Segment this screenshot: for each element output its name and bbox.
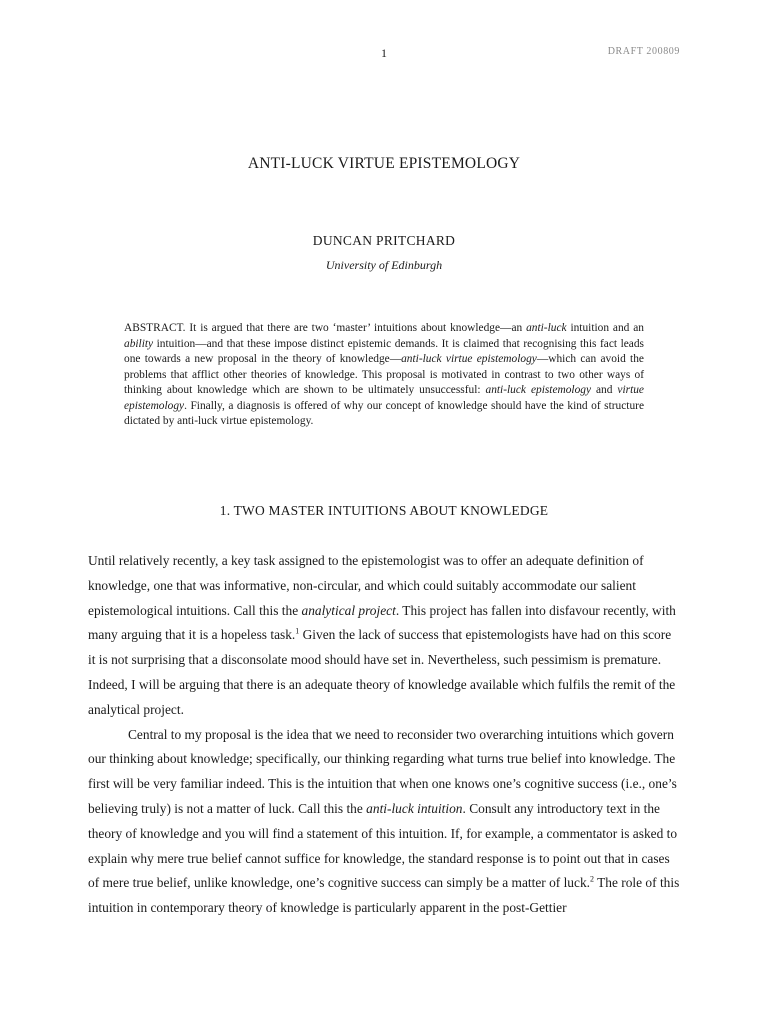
footnote-marker[interactable]: 2 [590,874,594,884]
draft-label: DRAFT 200809 [607,46,680,57]
abstract-emphasis: anti-luck [526,322,567,334]
paragraph-text: Until relatively recently, a key task assigned to the epistemologist was to offer an adequate definition of knowledge, one that was informative, non-circular, and which could suitably accommodate our salient epistemological intuitions. Call this the [88,553,644,618]
paragraph [88,549,680,723]
paragraph-text: The role of this intuition in contemporary theory of knowledge is particularly apparent in the post-Gettier [88,875,680,916]
paragraph-text: . Consult any introductory text in the theory of knowledge and you will find a statement of this intuition. If, for example, a commentator is asked to explain why mere true belief cannot suffice for knowledge, the standard response is to point out that in cases of mere true belief, unlike knowledge, one’s cognitive success can simply be a matter of luck. [88,800,678,891]
paper-title: ANTI-LUCK VIRTUE EPISTEMOLOGY [247,155,521,172]
abstract-emphasis: anti-luck virtue epistemology [401,353,537,365]
paragraph-text: . This project has fallen into disfavour recently, with many arguing that it is a hopeless task. [88,602,676,643]
abstract-text: —which can avoid the problems that afflict other theories of knowledge. This proposal is motivated in contrast to two other ways of thinking about knowledge which are shown to be ultimately unsuccessful: [124,353,644,396]
abstract [124,321,644,430]
abstract-text: intuition—and that these impose distinct epistemic demands. It is claimed that recognising this fact leads one towards a new proposal in the theory of knowledge— [124,337,644,365]
abstract-emphasis: virtue epistemology [124,384,644,412]
abstract-emphasis: anti-luck epistemology [485,384,592,396]
body-text [88,549,680,921]
author-affiliation: University of Edinburgh [325,258,443,272]
abstract-emphasis: ability [124,337,154,350]
footnote-marker[interactable]: 1 [295,626,300,636]
abstract-text: . Finally, a diagnosis is offered of why our concept of knowledge should have the kind of structure dictated by anti-luck virtue epistemology. [124,399,644,427]
abstract-text: intuition and an [566,322,644,334]
abstract-text: ABSTRACT. It is argued that there are two ‘master’ intuitions about knowledge—an [124,322,527,334]
paragraph-emphasis: analytical project [301,602,396,618]
paragraph-text: Central to my proposal is the idea that we need to reconsider two overarching intuitions which govern our thinking about knowledge; specifically, our thinking regarding what turns true belief into knowledge. The first will be very familiar indeed. This is the intuition that when one knows one’s cognitive success (i.e., one’s believing truly) is not a matter of luck. Call this the [88,726,677,816]
paragraph-text: Given the lack of success that epistemologists have had on this score it is not surprising that a disconsolate mood should have set in. Nevertheless, such pessimism is premature. Indeed, I will be arguing that there is an adequate theory of knowledge available which fulfils the remit of the analytical project. [88,627,676,717]
section-heading: 1. TWO MASTER INTUITIONS ABOUT KNOWLEDGE [219,503,549,518]
author-name: DUNCAN PRITCHARD [312,233,456,248]
page-number: 1 [381,46,387,60]
paragraph [88,723,680,921]
paragraph-emphasis: anti-luck intuition [366,800,463,816]
abstract-text: and [591,384,618,396]
